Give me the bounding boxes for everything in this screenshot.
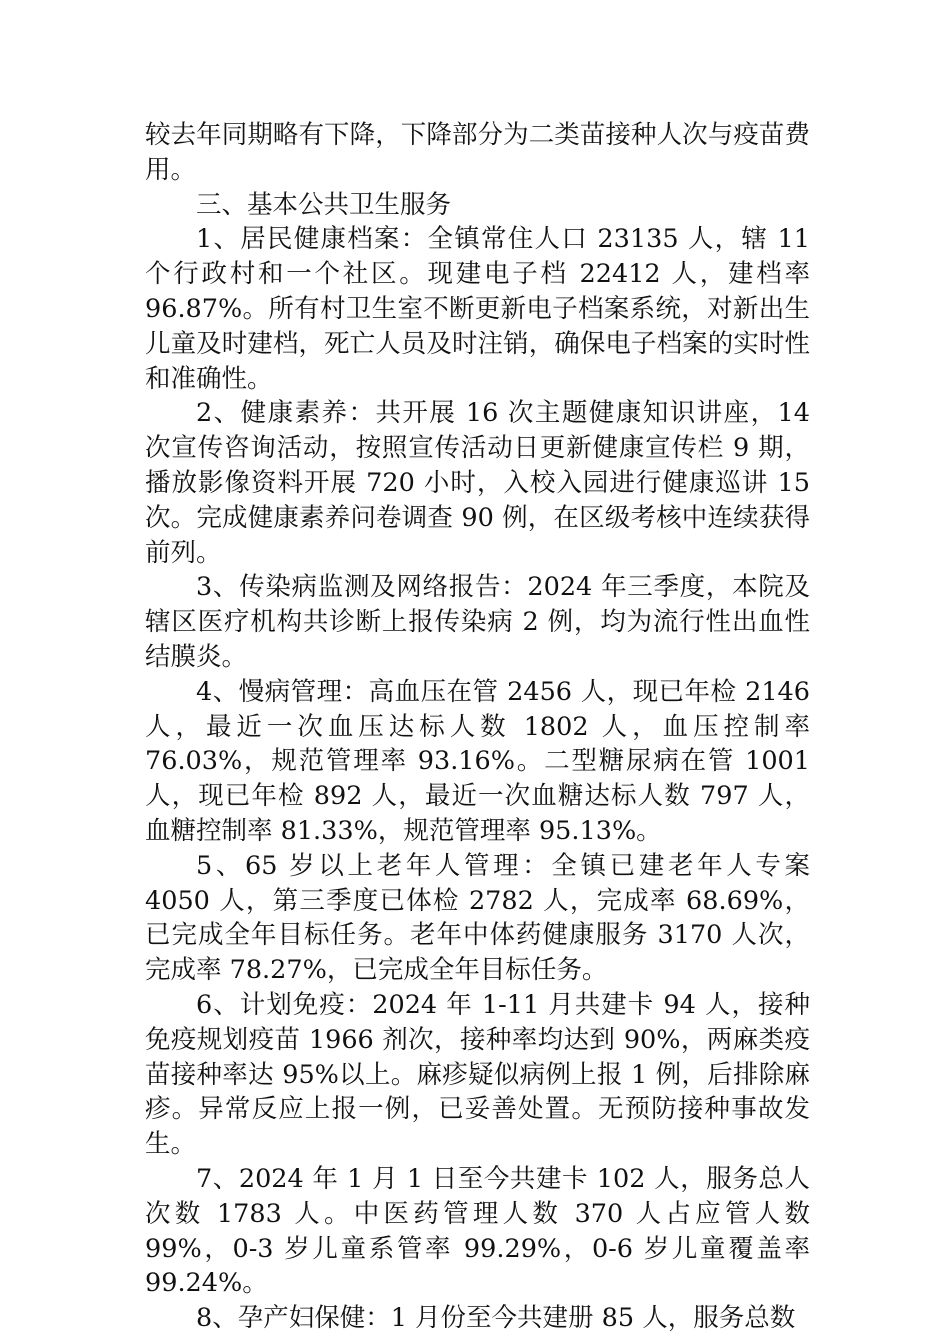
paragraph-immunization: 6、计划免疫：2024 年 1-11 月共建卡 94 人，接种免疫规划疫苗 1966 剂次，接种率均达到 90%，两麻类疫苗接种率达 95%以上。麻疹疑似病例上报 1 例，后排除麻疹。异常反应上报一例，已妥善处置。无预防接种事故发生。 — [145, 989, 810, 1160]
paragraph-infectious-disease: 3、传染病监测及网络报告：2024 年三季度，本院及辖区医疗机构共诊断上报传染病 2 例，均为流行性出血性结膜炎。 — [145, 572, 810, 672]
paragraph-child-health: 7、2024 年 1 月 1 日至今共建卡 102 人，服务总人次数 1783 人。中医药管理人数 370 人占应管人数 99%，0-3 岁儿童系管率 99.29%，0-6 岁儿童覆盖率 99.24%。 — [145, 1163, 810, 1299]
section-heading: 三、基本公共卫生服务 — [196, 189, 452, 220]
paragraph-continuation: 较去年同期略有下降，下降部分为二类苗接种人次与疫苗费用。 — [145, 120, 810, 185]
paragraph-chronic-disease: 4、慢病管理：高血压在管 2456 人，现已年检 2146 人，最近一次血压达标人数 1802 人，血压控制率 76.03%，规范管理率 93.16%。二型糖尿病在管 1001 人，现已年检 892 人，最近一次血糖达标人数 797 人，血糖控制率 81.33%，规范管理率 95.13%。 — [145, 676, 810, 846]
paragraph-maternal-health: 8、孕产妇保健：1 月份至今共建册 85 人，服务总数 — [196, 1303, 796, 1334]
document-page — [145, 118, 810, 1336]
paragraph-health-literacy: 2、健康素养：共开展 16 次主题健康知识讲座，14 次宣传咨询活动，按照宣传活动日更新健康宣传栏 9 期，播放影像资料开展 720 小时，入校入园进行健康巡讲 15 次。完成健康素养问卷调查 90 例，在区级考核中连续获得前列。 — [145, 398, 810, 568]
paragraph-health-records: 1、居民健康档案：全镇常住人口 23135 人，辖 11 个行政村和一个社区。现建电子档 22412 人，建档率 96.87%。所有村卫生室不断更新电子档案系统，对新出生儿童及时建档，死亡人员及时注销，确保电子档案的实时性和准确性。 — [145, 224, 810, 394]
paragraph-elderly-management: 5、65 岁以上老年人管理：全镇已建老年人专案 4050 人，第三季度已体检 2782 人，完成率 68.69%，已完成全年目标任务。老年中体药健康服务 3170 人次，完成率 78.27%，已完成全年目标任务。 — [145, 850, 810, 986]
